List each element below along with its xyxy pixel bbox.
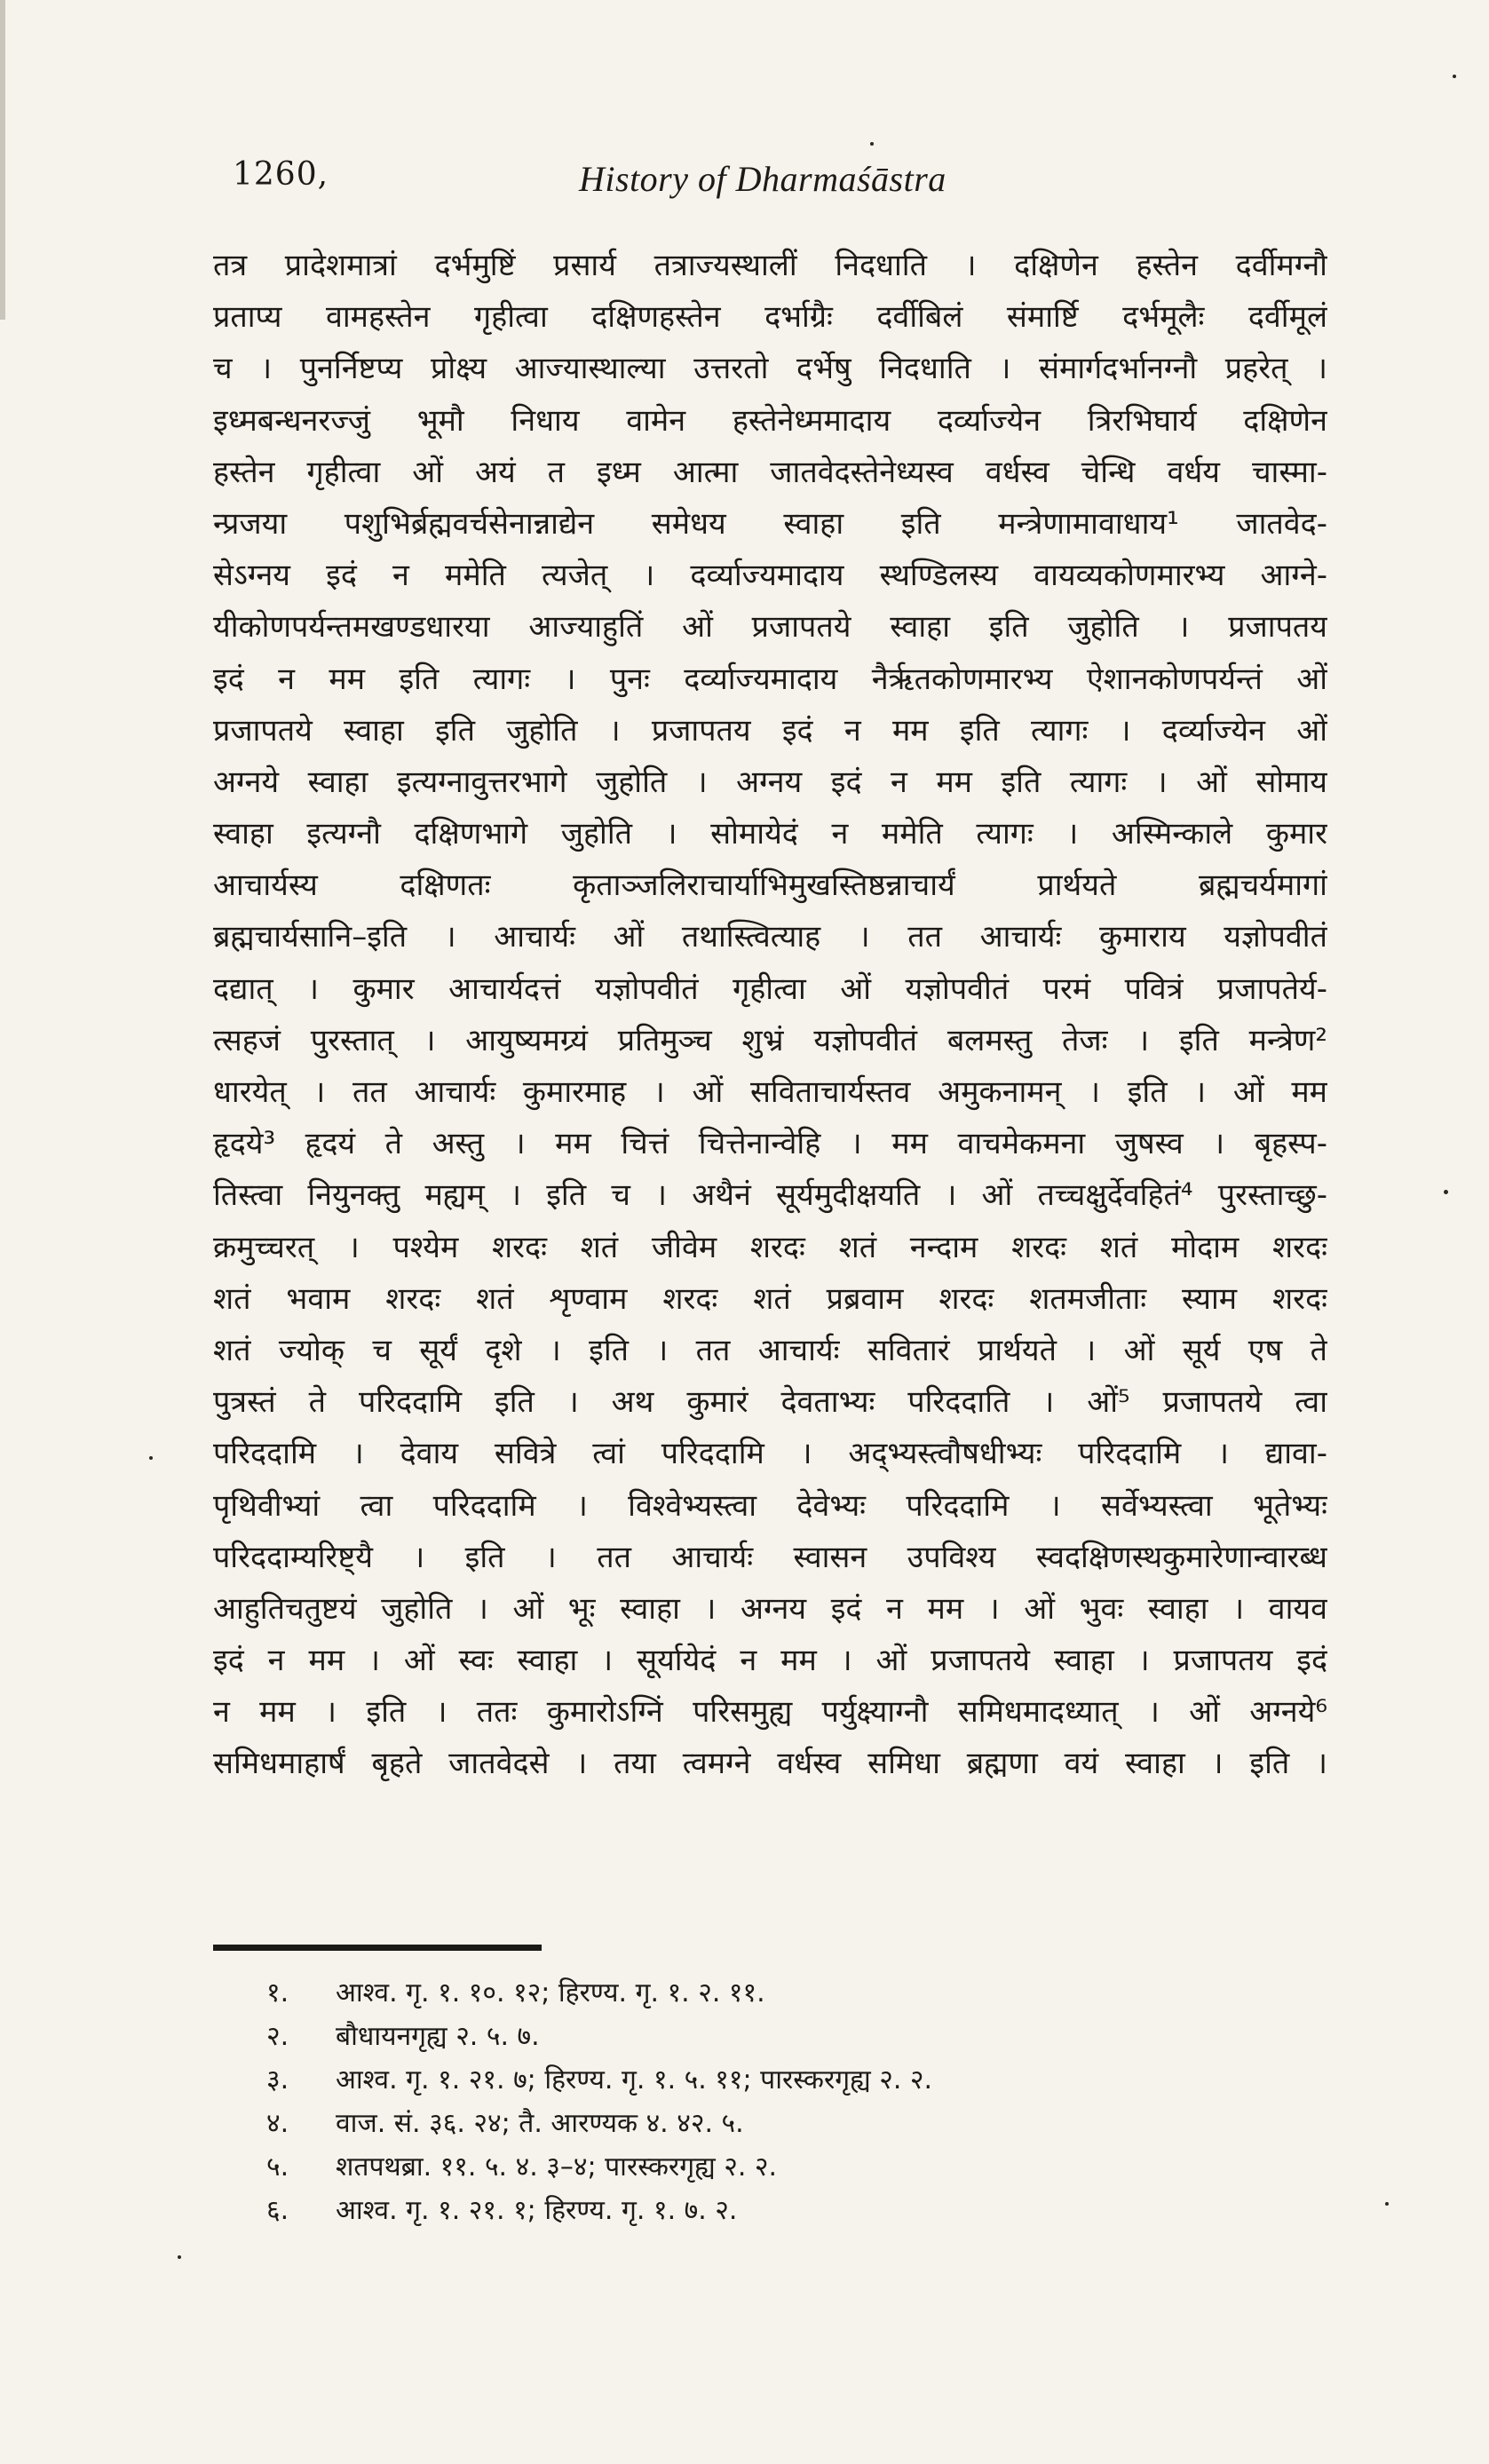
text-line: इदं न मम इति त्यागः । पुनः दर्व्याज्यमादाय नैर्ऋतकोणमारभ्य ऐशानकोणपर्यन्तं ओं bbox=[213, 661, 1327, 697]
body-text bbox=[213, 240, 1327, 1790]
footnote-text: वाज. सं. ३६. २४; तै. आरण्यक ४. ४२. ५. bbox=[336, 2108, 744, 2139]
text-line: हृदये³ हृदयं ते अस्तु । मम चित्तं चित्तेनान्वेहि । मम वाचमेकमना जुषस्व । बृहस्प- bbox=[213, 1126, 1327, 1162]
scan-speck bbox=[870, 142, 874, 146]
footnote-number: ४. bbox=[266, 2108, 289, 2139]
footnote-text: आश्व. गृ. १. १०. १२; हिरण्य. गृ. १. २. ११. bbox=[336, 1977, 765, 2008]
scan-speck bbox=[1453, 75, 1456, 78]
scan-edge-shadow bbox=[0, 0, 5, 320]
scan-speck bbox=[1444, 1190, 1448, 1194]
footnote bbox=[266, 2058, 1243, 2102]
text-line: न मम । इति । ततः कुमारोऽग्निं परिसमुह्य पर्युक्ष्याग्नौ समिधमादध्यात् । ओं अग्नये⁶ bbox=[213, 1694, 1327, 1731]
text-line: सेऽग्नय इदं न ममेति त्यजेत् । दर्व्याज्यमादाय स्थण्डिलस्य वायव्यकोणमारभ्य आग्ने- bbox=[213, 558, 1327, 594]
text-line: धारयेत् । तत आचार्यः कुमारमाह । ओं सविताचार्यस्तव अमुकनामन् । इति । ओं मम bbox=[213, 1074, 1327, 1110]
footnote bbox=[266, 1971, 1243, 2015]
footnote-text: बौधायनगृह्य २. ५. ७. bbox=[336, 2021, 540, 2052]
footnote-text: आश्व. गृ. १. २१. ७; हिरण्य. गृ. १. ५. ११; पारस्करगृह्य २. २. bbox=[336, 2064, 933, 2096]
footnote-number: ६. bbox=[266, 2195, 289, 2226]
text-line: शतं भवाम शरदः शतं शृण्वाम शरदः शतं प्रब्रवाम शरदः शतमजीताः स्याम शरदः bbox=[213, 1280, 1327, 1317]
text-line: च । पुनर्निष्टप्य प्रोक्ष्य आज्यास्थाल्या उत्तरतो दर्भेषु निदधाति । संमार्गदर्भानग्नौ प्रहरेत् । bbox=[213, 351, 1327, 387]
text-line: तिस्त्वा नियुनक्तु मह्यम् । इति च । अथैनं सूर्यमुदीक्षयति । ओं तच्चक्षुर्देवहितं⁴ पुरस्ताच्छु- bbox=[213, 1177, 1327, 1214]
text-line: त्सहजं पुरस्तात् । आयुष्यमग्र्यं प्रतिमुञ्च शुभ्रं यज्ञोपवीतं बलमस्तु तेजः । इति मन्त्रेण² bbox=[213, 1022, 1327, 1058]
scan-speck bbox=[178, 2255, 181, 2259]
text-line: शतं ज्योक् च सूर्यं दृशे । इति । तत आचार्यः सवितारं प्रार्थयते । ओं सूर्य एष ते bbox=[213, 1332, 1327, 1368]
text-line: अग्नये स्वाहा इत्यग्नावुत्तरभागे जुहोति । अग्नय इदं न मम इति त्यागः । ओं सोमाय bbox=[213, 764, 1327, 800]
footnote-text: शतपथब्रा. ११. ५. ४. ३–४; पारस्करगृह्य २. २. bbox=[336, 2151, 778, 2183]
footnote-rule bbox=[213, 1945, 542, 1951]
text-line: क्रमुच्चरत् । पश्येम शरदः शतं जीवेम शरदः शतं नन्दाम शरदः शतं मोदाम शरदः bbox=[213, 1229, 1327, 1265]
scan-speck bbox=[1385, 2202, 1389, 2206]
footnote-number: १. bbox=[266, 1977, 289, 2008]
text-line: इदं न मम । ओं स्वः स्वाहा । सूर्यायेदं न मम । ओं प्रजापतये स्वाहा । प्रजापतय इदं bbox=[213, 1643, 1327, 1679]
page-header bbox=[233, 149, 1316, 211]
text-line: इध्मबन्धनरज्जुं भूमौ निधाय वामेन हस्तेनेध्ममादाय दर्व्याज्येन त्रिरभिघार्य दक्षिणेन bbox=[213, 402, 1327, 439]
footnote bbox=[266, 2145, 1243, 2189]
text-line: आहुतिचतुष्टयं जुहोति । ओं भूः स्वाहा । अग्नय इदं न मम । ओं भुवः स्वाहा । वायव bbox=[213, 1590, 1327, 1627]
footnote bbox=[266, 2102, 1243, 2145]
footnote-text: आश्व. गृ. १. २१. १; हिरण्य. गृ. १. ७. २. bbox=[336, 2195, 738, 2226]
text-line: ब्रह्मचार्यसानि–इति । आचार्यः ओं तथास्त्वित्याह । तत आचार्यः कुमाराय यज्ञोपवीतं bbox=[213, 919, 1327, 955]
text-line: स्वाहा इत्यग्नौ दक्षिणभागे जुहोति । सोमायेदं न ममेति त्यागः । अस्मिन्काले कुमार bbox=[213, 816, 1327, 852]
page-number: 1260, bbox=[233, 156, 329, 193]
text-line: पृथिवीभ्यां त्वा परिददामि । विश्वेभ्यस्त्वा देवेभ्यः परिददामि । सर्वेभ्यस्त्वा भूतेभ्यः bbox=[213, 1487, 1327, 1524]
footnote-number: ३. bbox=[266, 2064, 289, 2096]
text-line: दद्यात् । कुमार आचार्यदत्तं यज्ञोपवीतं गृहीत्वा ओं यज्ञोपवीतं परमं पवित्रं प्रजापतेर्य- bbox=[213, 971, 1327, 1007]
text-line: यीकोणपर्यन्तमखण्डधारया आज्याहुतिं ओं प्रजापतये स्वाहा इति जुहोति । प्रजापतय bbox=[213, 609, 1327, 646]
text-line: हस्तेन गृहीत्वा ओं अयं त इध्म आत्मा जातवेदस्तेनेध्यस्व वर्धस्व चेन्धि वर्धय चास्मा- bbox=[213, 454, 1327, 490]
text-line: प्रजापतये स्वाहा इति जुहोति । प्रजापतय इदं न मम इति त्यागः । दर्व्याज्येन ओं bbox=[213, 712, 1327, 749]
text-line: परिददाम्यरिष्ट्यै । इति । तत आचार्यः स्वासन उपविश्य स्वदक्षिणस्थकुमारेणान्वारब्ध bbox=[213, 1539, 1327, 1575]
running-title: History of Dharmaśāstra bbox=[579, 159, 946, 199]
text-line: आचार्यस्य दक्षिणतः कृताञ्जलिराचार्याभिमुखस्तिष्ठन्नाचार्यं प्रार्थयते ब्रह्मचर्यमागां bbox=[213, 868, 1327, 904]
footnote-number: २. bbox=[266, 2021, 289, 2052]
footnote-number: ५. bbox=[266, 2151, 289, 2183]
text-line: समिधमाहार्षं बृहते जातवेदसे । तया त्वमग्ने वर्धस्व समिधा ब्रह्मणा वयं स्वाहा । इति । bbox=[213, 1746, 1327, 1782]
text-line: परिददामि । देवाय सवित्रे त्वां परिददामि । अद्भ्यस्त्वौषधीभ्यः परिददामि । द्यावा- bbox=[213, 1436, 1327, 1472]
footnote bbox=[266, 2015, 1243, 2058]
text-line: तत्र प्रादेशमात्रां दर्भमुष्टिं प्रसार्य तत्राज्यस्थालीं निदधाति । दक्षिणेन हस्तेन दर्वीमग्नौ bbox=[213, 248, 1327, 283]
footnotes bbox=[266, 1971, 1243, 2232]
scan-speck bbox=[149, 1456, 153, 1460]
text-line: प्रताप्य वामहस्तेन गृहीत्वा दक्षिणहस्तेन दर्भाग्रैः दर्वीबिलं संमार्ष्टि दर्भमूलैः दर्वीमूलं bbox=[213, 299, 1327, 336]
footnote bbox=[266, 2189, 1243, 2232]
text-line: पुत्रस्तं ते परिददामि इति । अथ कुमारं देवताभ्यः परिददाति । ओं⁵ प्रजापतये त्वा bbox=[213, 1384, 1327, 1421]
text-line: न्प्रजया पशुभिर्ब्रह्मवर्चसेनान्नाद्येन समेधय स्वाहा इति मन्त्रेणामावाधाय¹ जातवेद- bbox=[213, 505, 1327, 542]
